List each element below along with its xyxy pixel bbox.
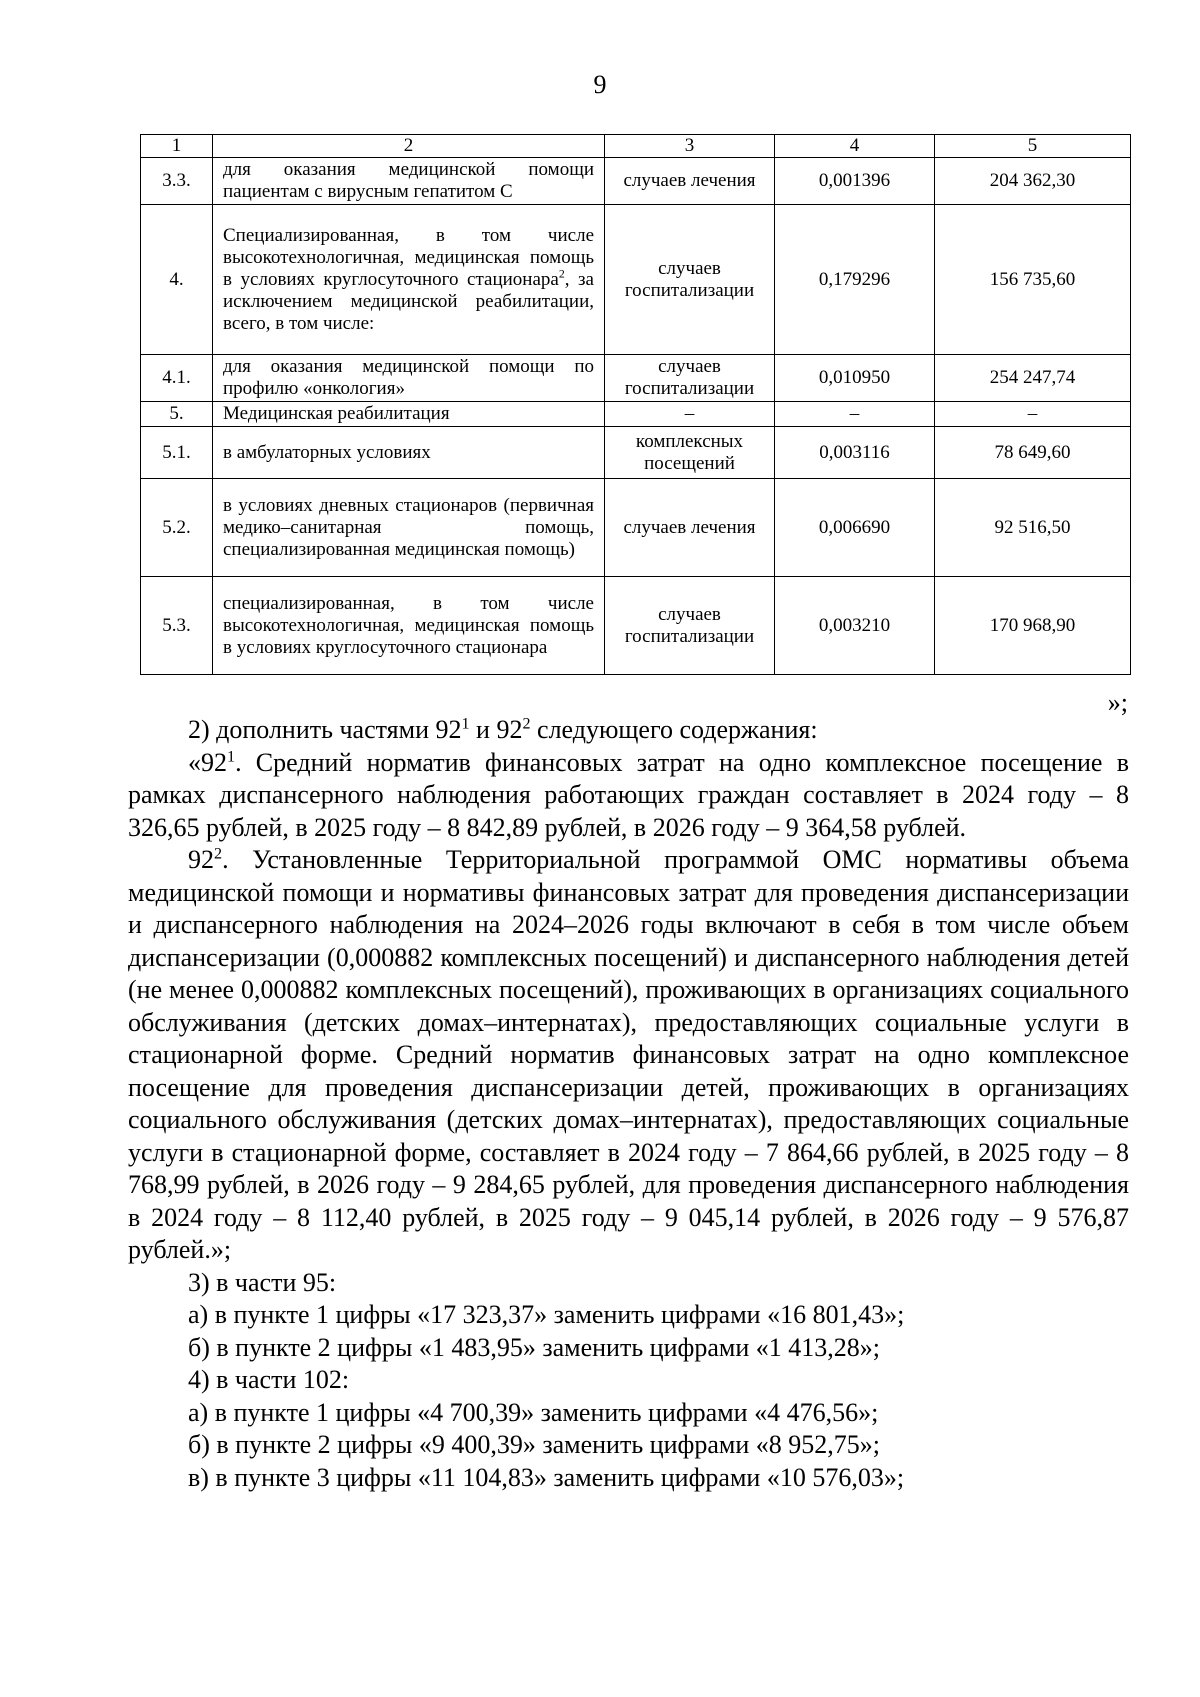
superscript: 2: [214, 845, 223, 863]
row-name: [213, 205, 605, 355]
list-item: 4) в части 102:: [188, 1365, 350, 1394]
table-row: [141, 355, 1131, 402]
table-row: [141, 205, 1131, 355]
list-item: 3) в части 95:: [188, 1267, 337, 1297]
row-norm: 0,003210: [775, 577, 935, 675]
row-name: для оказания медицинской помощи пациентам с вирусным гепатитом С: [213, 158, 605, 205]
row-number: 4.1.: [141, 355, 213, 402]
list-item: в) в пункте 3 цифры «11 104,83» заменить цифрами «10 576,03»;: [188, 1462, 905, 1492]
text-part: 2) дополнить частями 92: [188, 715, 462, 744]
row-norm: 0,006690: [775, 479, 935, 577]
row-number: 5.: [141, 402, 213, 427]
superscript: 1: [227, 747, 236, 765]
list-item: а) в пункте 1 цифры «4 700,39» заменить цифрами «4 476,56»;: [188, 1397, 879, 1427]
row-name-part: Специализированная, в том числе высокотехнологичная, медицинская помощь в условиях круглосуточного стационара: [223, 224, 594, 290]
row-unit: –: [605, 402, 775, 427]
row-number: 5.2.: [141, 479, 213, 577]
row-name-part: , за исключением медицинской реабилитации, всего, в том числе:: [223, 268, 594, 334]
list-item: б) в пункте 2 цифры «9 400,39» заменить цифрами «8 952,75»;: [188, 1430, 880, 1459]
list-item: а) в пункте 1 цифры «17 323,37» заменить цифрами «16 801,43»;: [188, 1300, 905, 1329]
footnote-mark: 2: [558, 267, 565, 281]
norms-table: [140, 134, 1131, 675]
text-part: следующего содержания:: [530, 715, 818, 744]
paragraph-intro: [128, 714, 1129, 747]
row-number: 4.: [141, 205, 213, 355]
row-name: специализированная, в том числе высокотехнологичная, медицинская помощь в условиях круглосуточного стационара: [213, 577, 605, 675]
row-cost: –: [935, 402, 1131, 427]
table-row: [141, 158, 1131, 205]
row-unit: случаев госпитализации: [605, 205, 775, 355]
row-unit: случаев госпитализации: [605, 577, 775, 675]
row-cost: 254 247,74: [935, 355, 1131, 402]
text-part: . Установленные Территориальной программой ОМС нормативы объема медицинской помощи и нормативы финансовых затрат для проведения диспансеризации и диспансерного наблюдения на 2024–2026 годы включают в себя в том числе объем диспансеризации (0,000882 комплексных посещений) и диспансерного наблюдения детей (не менее 0,000882 комплексных посещений), проживающих в организациях социального обслуживания (детских домах–интернатах), предоставляющих социальные услуги в стационарной форме. Средний норматив финансовых затрат на одно комплексное посещение для проведения диспансеризации детей, проживающих в организациях социального обслуживания (детских домах–интернатах), предоставляющих социальные услуги в стационарной форме, составляет в 2024 году – 7 864,66 рублей, в 2025 году – 8 768,99 рублей, в 2026 году – 9 284,65 рублей, для проведения диспансерного наблюдения в 2024 году – 8 112,40 рублей, в 2025 году – 9 045,14 рублей, в 2026 году – 9 576,87 рублей.»;: [128, 845, 1129, 1264]
superscript: 2: [522, 715, 531, 733]
table-header-row: [141, 135, 1131, 158]
row-unit: случаев лечения: [605, 158, 775, 205]
row-cost: 92 516,50: [935, 479, 1131, 577]
header-cell: 5: [935, 135, 1131, 158]
text-part: . Средний норматив финансовых затрат на одно комплексное посещение в рамках диспансерного наблюдения работающих граждан составляет в 2024 году – 8 326,65 рублей, в 2025 году – 8 842,89 рублей, в 2026 году – 9 364,58 рублей.: [128, 747, 1129, 842]
row-norm: –: [775, 402, 935, 427]
superscript: 1: [461, 715, 470, 733]
row-name: для оказания медицинской помощи по профилю «онкология»: [213, 355, 605, 402]
row-norm: 0,003116: [775, 427, 935, 479]
row-number: 5.3.: [141, 577, 213, 675]
row-unit: случаев лечения: [605, 479, 775, 577]
header-cell: 1: [141, 135, 213, 158]
page-number: 9: [593, 70, 607, 99]
paragraph-92-1: [128, 747, 1129, 845]
row-norm: 0,001396: [775, 158, 935, 205]
row-cost: 204 362,30: [935, 158, 1131, 205]
row-name: в условиях дневных стационаров (первичная медико–санитарная помощь, специализированная медицинская помощь): [213, 479, 605, 577]
document-body: [128, 714, 1129, 1494]
header-cell: 4: [775, 135, 935, 158]
text-part: «92: [188, 747, 227, 777]
row-number: 3.3.: [141, 158, 213, 205]
paragraph-92-2: [128, 844, 1129, 1267]
table-row: [141, 402, 1131, 427]
row-unit: случаев госпитализации: [605, 355, 775, 402]
header-cell: 2: [213, 135, 605, 158]
table-row: [141, 479, 1131, 577]
row-norm: 0,010950: [775, 355, 935, 402]
table-row: [141, 577, 1131, 675]
row-norm: 0,179296: [775, 205, 935, 355]
row-cost: 170 968,90: [935, 577, 1131, 675]
row-cost: 156 735,60: [935, 205, 1131, 355]
row-name: Медицинская реабилитация: [213, 402, 605, 427]
row-cost: 78 649,60: [935, 427, 1131, 479]
header-cell: 3: [605, 135, 775, 158]
list-item: б) в пункте 2 цифры «1 483,95» заменить цифрами «1 413,28»;: [188, 1332, 880, 1362]
row-number: 5.1.: [141, 427, 213, 479]
row-unit: комплексных посещений: [605, 427, 775, 479]
text-part: 92: [188, 845, 214, 874]
row-name: в амбулаторных условиях: [213, 427, 605, 479]
text-part: и 92: [469, 715, 523, 744]
table-row: [141, 427, 1131, 479]
closing-quote: »;: [1107, 688, 1128, 717]
